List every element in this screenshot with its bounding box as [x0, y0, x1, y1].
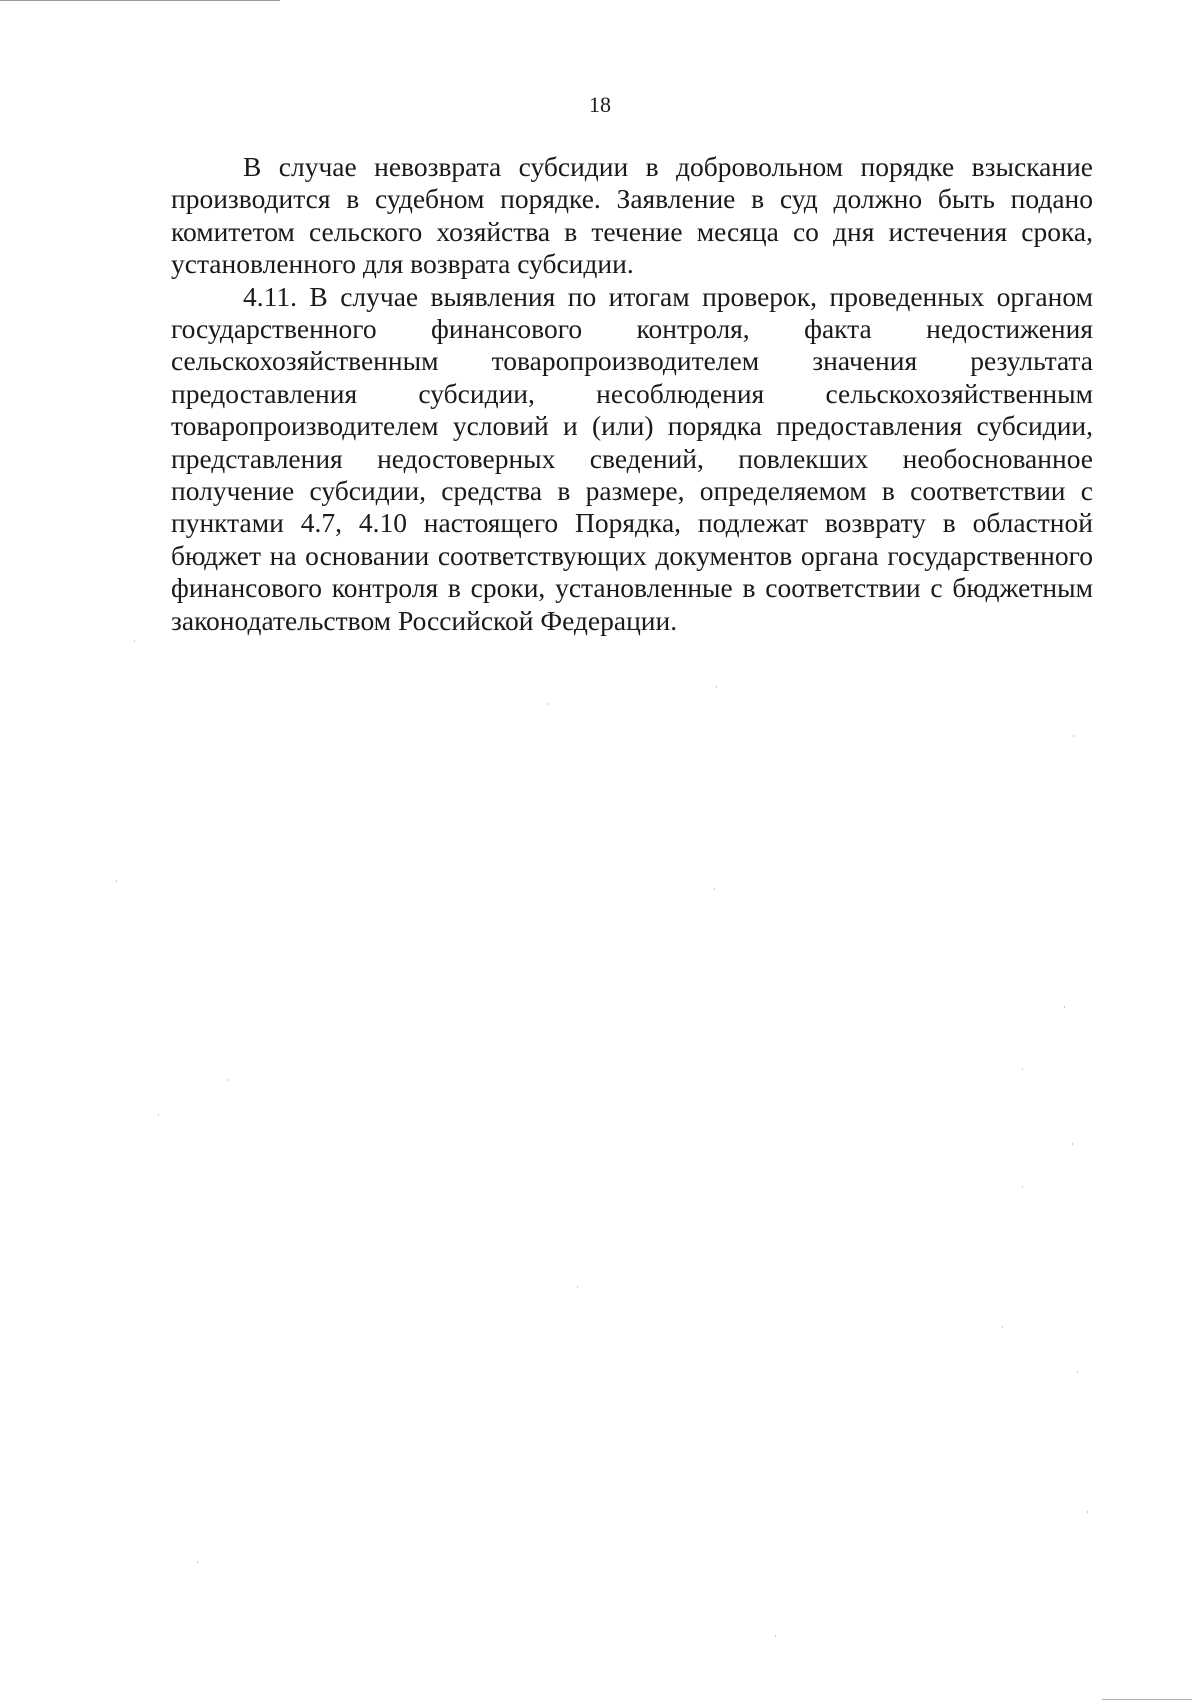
scan-bottom-edge: [1102, 1699, 1192, 1700]
document-body: [171, 151, 1093, 637]
paragraph-subsidy-recovery: В случае невозврата субсидии в добровольном порядке взыскание производится в судебном порядке. Заявление в суд должно быть подано комитетом сельского хозяйства в течение месяца со дня истечения срока, установленного для возврата субсидии.: [171, 151, 1093, 280]
page-number: 18: [589, 92, 611, 117]
scan-edge-line: [0, 0, 280, 1]
paragraph-4-11: 4.11. В случае выявления по итогам проверок, проведенных органом государственного финансового контроля, факта недостижения сельскохозяйственным товаропроизводителем значения результата предоставления субсидии, несоблюдения сельскохозяйственным товаропроизводителем условий и (или) порядка предоставления субсидии, представления недостоверных сведений, повлекших необоснованное получение субсидии, средства в размере, определяемом в соответствии с пунктами 4.7, 4.10 настоящего Порядка, подлежат возврату в областной бюджет на основании соответствующих документов органа государственного финансового контроля в сроки, установленные в соответствии с бюджетным законодательством Российской Федерации.: [171, 280, 1093, 636]
